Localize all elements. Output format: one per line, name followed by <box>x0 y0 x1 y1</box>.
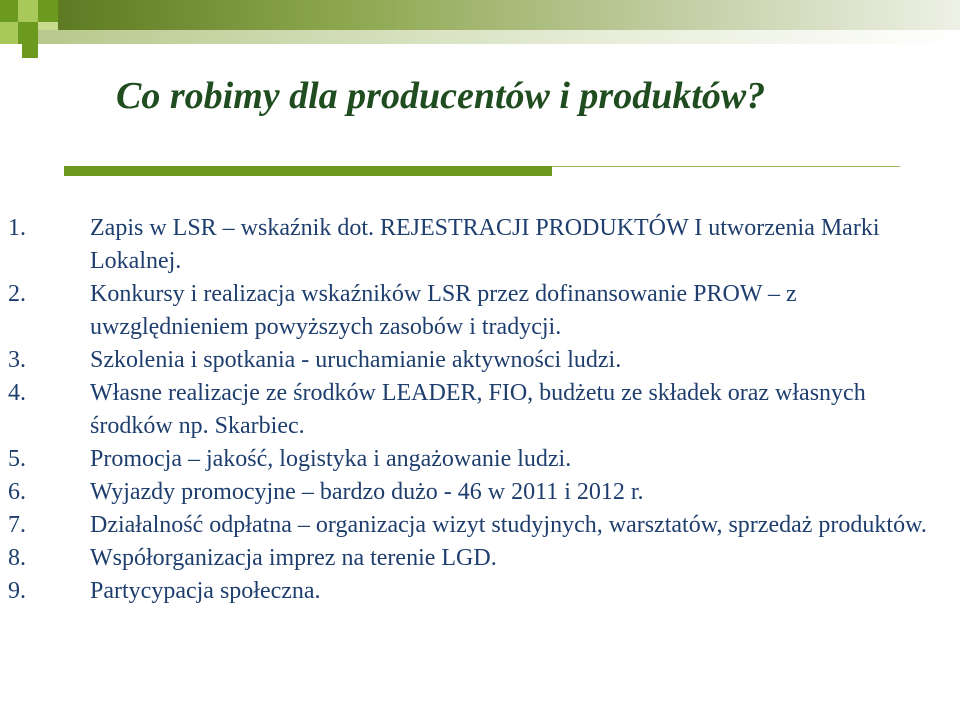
decor-square <box>0 0 18 22</box>
list-item-text: Zapis w LSR – wskaźnik dot. REJESTRACJI PRODUKTÓW I utworzenia Marki Lokalnej. <box>90 215 880 274</box>
list-item-text: Konkursy i realizacja wskaźników LSR przez dofinansowanie PROW – z uwzględnieniem powyższych zasobów i tradycji. <box>90 281 797 340</box>
title-underline <box>64 166 552 176</box>
list-item-text: Wyjazdy promocyjne – bardzo dużo - 46 w 2011 i 2012 r. <box>90 479 644 505</box>
list-item <box>8 476 948 509</box>
list-item <box>8 509 948 542</box>
list-item <box>8 575 948 608</box>
list-item-number: 5. <box>8 446 26 472</box>
list-item-number: 2. <box>8 281 26 307</box>
list-item-text: Współorganizacja imprez na terenie LGD. <box>90 545 497 571</box>
list-item-number: 8. <box>8 545 26 571</box>
list-item-number: 1. <box>8 215 26 241</box>
decor-square <box>18 22 38 44</box>
list-item <box>8 344 948 377</box>
list-item <box>8 443 948 476</box>
decor-square <box>38 0 58 22</box>
list-item-number: 9. <box>8 578 26 604</box>
list-item <box>8 278 948 344</box>
title-underline-thin <box>552 166 900 167</box>
decor-square <box>0 22 18 44</box>
list-item-text: Promocja – jakość, logistyka i angażowanie ludzi. <box>90 446 572 472</box>
list-item-text: Własne realizacje ze środków LEADER, FIO, budżetu ze składek oraz własnych środków np. Skarbiec. <box>90 380 866 439</box>
header-gradient-bar <box>58 0 960 30</box>
header-gradient-bar-lower <box>38 30 960 44</box>
list-item <box>8 212 948 278</box>
slide-title: Co robimy dla producentów i produktów? <box>116 75 766 117</box>
list-item-number: 4. <box>8 380 26 406</box>
list-item <box>8 542 948 575</box>
list-item-number: 7. <box>8 512 26 538</box>
decor-square <box>18 0 38 22</box>
list-item-text: Szkolenia i spotkania - uruchamianie aktywności ludzi. <box>90 347 622 373</box>
numbered-list <box>8 212 948 608</box>
list-item-text: Partycypacja społeczna. <box>90 578 321 604</box>
decor-square <box>22 44 38 58</box>
list-item <box>8 377 948 443</box>
list-item-text: Działalność odpłatna – organizacja wizyt studyjnych, warsztatów, sprzedaż produktów. <box>90 512 927 538</box>
list-item-number: 3. <box>8 347 26 373</box>
list-item-number: 6. <box>8 479 26 505</box>
